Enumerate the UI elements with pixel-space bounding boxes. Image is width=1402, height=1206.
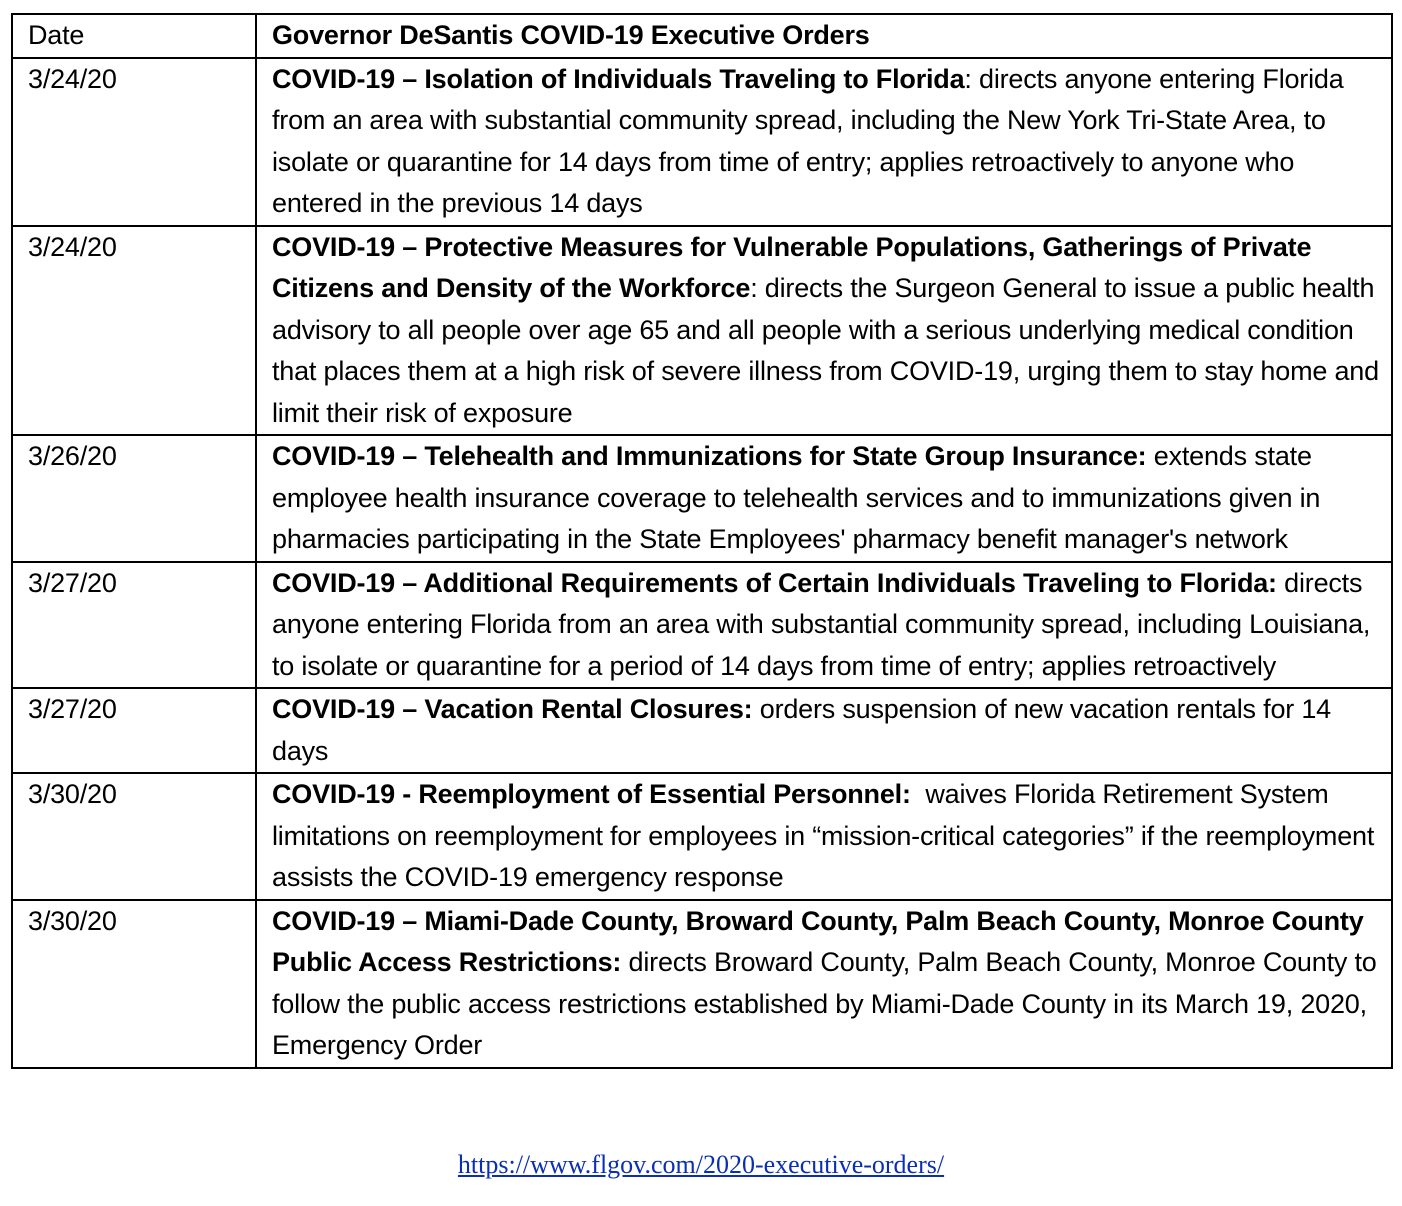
row-order	[256, 435, 1392, 562]
order-title: COVID-19 – Additional Requirements of Certain Individuals Traveling to Florida:	[272, 567, 1277, 598]
table-row	[12, 562, 1392, 689]
row-date: 3/26/20	[12, 435, 256, 562]
orders-column-header: Governor DeSantis COVID-19 Executive Orders	[256, 14, 1392, 58]
row-date: 3/24/20	[12, 58, 256, 226]
row-date: 3/24/20	[12, 226, 256, 436]
order-title: COVID-19 – Telehealth and Immunizations for State Group Insurance:	[272, 441, 1147, 471]
row-date: 3/27/20	[12, 562, 256, 689]
order-title: COVID-19 – Protective Measures for Vulnerable Populations, Gatherings of Private Citizens and Density of the Workforce	[272, 231, 1312, 303]
table-row	[12, 435, 1392, 562]
order-description: : directs anyone entering Florida from an area with substantial community spread, including the New York Tri-State Area, to isolate or quarantine for 14 days from time of entry; applies retroactively to anyone who entered in the previous 14 days	[272, 63, 1344, 218]
order-description: orders suspension of new vacation rentals for 14 days	[272, 694, 1331, 766]
row-order	[256, 226, 1392, 436]
order-description: : directs the Surgeon General to issue a public health advisory to all people over age 65 and all people with a serious underlying medical condition that places them at a high risk of severe illness from COVID-19, urging them to stay home and limit their risk of exposure	[272, 273, 1379, 428]
executive-orders-table	[11, 13, 1393, 1069]
executive-orders-table-container	[11, 13, 1391, 1069]
row-order	[256, 688, 1392, 773]
order-title: COVID-19 – Isolation of Individuals Traveling to Florida	[272, 63, 965, 94]
table-row	[12, 58, 1392, 226]
row-order	[256, 562, 1392, 689]
table-header-row	[12, 14, 1392, 58]
order-description: waives Florida Retirement System limitations on reemployment for employees in “mission-critical categories” if the reemployment assists the COVID-19 emergency response	[272, 779, 1382, 892]
order-title: COVID-19 – Vacation Rental Closures:	[272, 694, 753, 724]
table-row	[12, 688, 1392, 773]
row-date: 3/30/20	[12, 773, 256, 900]
row-date: 3/30/20	[12, 900, 256, 1068]
source-link[interactable]: https://www.flgov.com/2020-executive-orders/	[457, 1150, 945, 1179]
row-date: 3/27/20	[12, 688, 256, 773]
order-description: extends state employee health insurance coverage to telehealth services and to immunizations given in pharmacies participating in the State Employees' pharmacy benefit manager's network	[272, 441, 1321, 554]
order-description: directs Broward County, Palm Beach County, Monroe County to follow the public access restrictions established by Miami-Dade County in its March 19, 2020, Emergency Order	[272, 947, 1377, 1060]
row-order	[256, 900, 1392, 1068]
source-line	[0, 1150, 1402, 1180]
order-title: COVID-19 – Miami-Dade County, Broward County, Palm Beach County, Monroe County Public Access Restrictions:	[272, 905, 1364, 977]
order-description: directs anyone entering Florida from an area with substantial community spread, including Louisiana, to isolate or quarantine for a period of 14 days from time of entry; applies retroactively	[272, 567, 1371, 681]
order-title: COVID-19 - Reemployment of Essential Personnel:	[272, 779, 911, 809]
table-row	[12, 900, 1392, 1068]
row-order	[256, 58, 1392, 226]
date-column-header: Date	[12, 14, 256, 58]
table-row	[12, 773, 1392, 900]
row-order	[256, 773, 1392, 900]
table-row	[12, 226, 1392, 436]
